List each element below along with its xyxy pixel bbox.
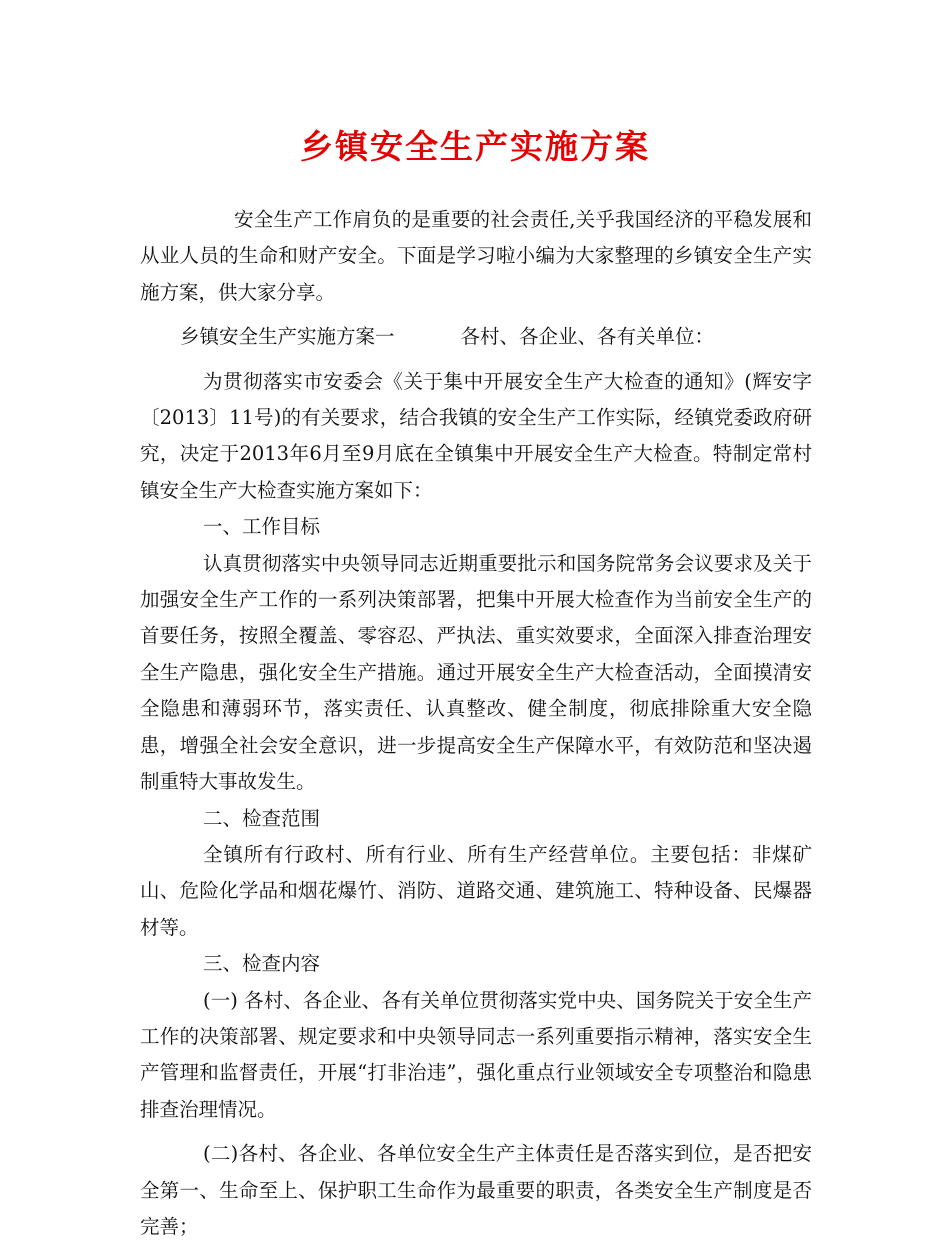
section-heading-scope: 二、检查范围: [203, 806, 321, 830]
intro-paragraph: 安全生产工作肩负的是重要的社会责任,关乎我国经济的平稳发展和从业人员的生命和财产安全。下面是学习啦小编为大家整理的乡镇安全生产实施方案，供大家分享。: [140, 208, 812, 304]
paragraph-content-2: (二)各村、各企业、各单位安全生产主体责任是否落实到位，是否把安全第一、生命至上、保护职工生命作为最重要的职责，各类安全生产制度是否完善；: [140, 1142, 812, 1238]
paragraph-goals: 认真贯彻落实中央领导同志近期重要批示和国务院常务会议要求及关于加强安全生产工作的一系列决策部署，把集中开展大检查作为当前安全生产的首要任务，按照全覆盖、零容忍、严执法、重实效要求，全面深入排查治理安全生产隐患，强化安全生产措施。通过开展安全生产大检查活动，全面摸清安全隐患和薄弱环节，落实责任、认真整改、健全制度，彻底排除重大安全隐患，增强全社会安全意识，进一步提高安全生产保障水平，有效防范和坚决遏制重特大事故发生。: [140, 551, 812, 794]
paragraph-content-1: (一) 各村、各企业、各有关单位贯彻落实党中央、国务院关于安全生产工作的决策部署、规定要求和中央领导同志一系列重要指示精神，落实安全生产管理和监督责任，开展“打非治违”，强化重点行业领域安全专项整治和隐患排查治理情况。: [140, 988, 812, 1121]
section-heading-goals: 一、工作目标: [203, 515, 321, 539]
salutation: 各村、各企业、各有关单位：: [460, 325, 715, 349]
plan-heading: 乡镇安全生产实施方案一: [180, 325, 395, 349]
document-title: 乡镇安全生产实施方案: [300, 127, 650, 166]
section-heading-content: 三、检查内容: [203, 952, 321, 976]
document-body: [140, 202, 812, 1245]
paragraph-purpose: 为贯彻落实市安委会《关于集中开展安全生产大检查的通知》(辉安字〔2013〕11号)的有关要求，结合我镇的安全生产工作实际，经镇党委政府研究，决定于2013年6月至9月底在全镇集中开展安全生产大检查。特制定常村镇安全生产大检查实施方案如下：: [140, 369, 812, 502]
paragraph-scope: 全镇所有行政村、所有行业、所有生产经营单位。主要包括：非煤矿山、危险化学品和烟花爆竹、消防、道路交通、建筑施工、特种设备、民爆器材等。: [140, 842, 812, 939]
plan-heading-line: [140, 319, 812, 355]
